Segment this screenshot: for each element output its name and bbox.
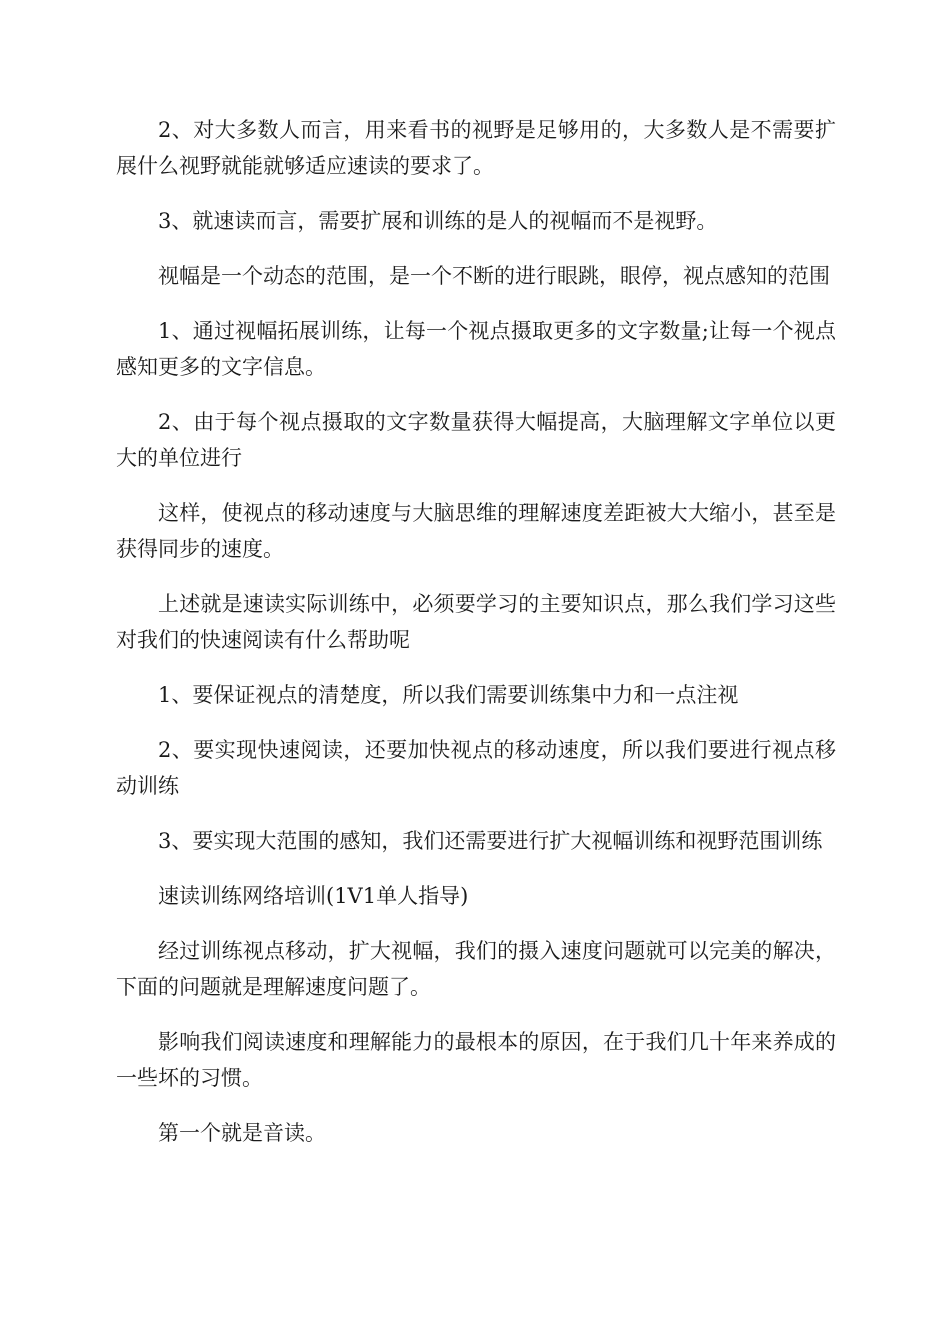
paragraph-12: 经过训练视点移动，扩大视幅，我们的摄入速度问题就可以完美的解决，下面的问题就是理解速度问题了。 xyxy=(116,939,836,999)
paragraph-1: 2、对大多数人而言，用来看书的视野是足够用的，大多数人是不需要扩展什么视野就能就够适应速读的要求了。 xyxy=(116,118,836,178)
paragraph-2: 3、就速读而言，需要扩展和训练的是人的视幅而不是视野。 xyxy=(158,209,718,233)
paragraph-9: 2、要实现快速阅读，还要加快视点的移动速度，所以我们要进行视点移动训练 xyxy=(116,738,836,798)
paragraph-13: 影响我们阅读速度和理解能力的最根本的原因，在于我们几十年来养成的一些坏的习惯。 xyxy=(116,1030,836,1090)
paragraph-10: 3、要实现大范围的感知，我们还需要进行扩大视幅训练和视野范围训练 xyxy=(158,829,823,853)
paragraph-5: 2、由于每个视点摄取的文字数量获得大幅提高，大脑理解文字单位以更大的单位进行 xyxy=(116,410,836,470)
paragraph-8: 1、要保证视点的清楚度，所以我们需要训练集中力和一点注视 xyxy=(158,683,739,707)
paragraph-3: 视幅是一个动态的范围，是一个不断的进行眼跳，眼停，视点感知的范围 xyxy=(158,264,830,288)
paragraph-7: 上述就是速读实际训练中，必须要学习的主要知识点，那么我们学习这些对我们的快速阅读有什么帮助呢 xyxy=(116,592,836,652)
paragraph-11: 速读训练网络培训(1V1单人指导) xyxy=(158,884,469,908)
paragraph-14: 第一个就是音读。 xyxy=(158,1121,326,1145)
paragraph-6: 这样，使视点的移动速度与大脑思维的理解速度差距被大大缩小，甚至是获得同步的速度。 xyxy=(116,501,836,561)
paragraph-4: 1、通过视幅拓展训练，让每一个视点摄取更多的文字数量;让每一个视点感知更多的文字信息。 xyxy=(116,319,836,379)
document-page xyxy=(116,112,836,1170)
